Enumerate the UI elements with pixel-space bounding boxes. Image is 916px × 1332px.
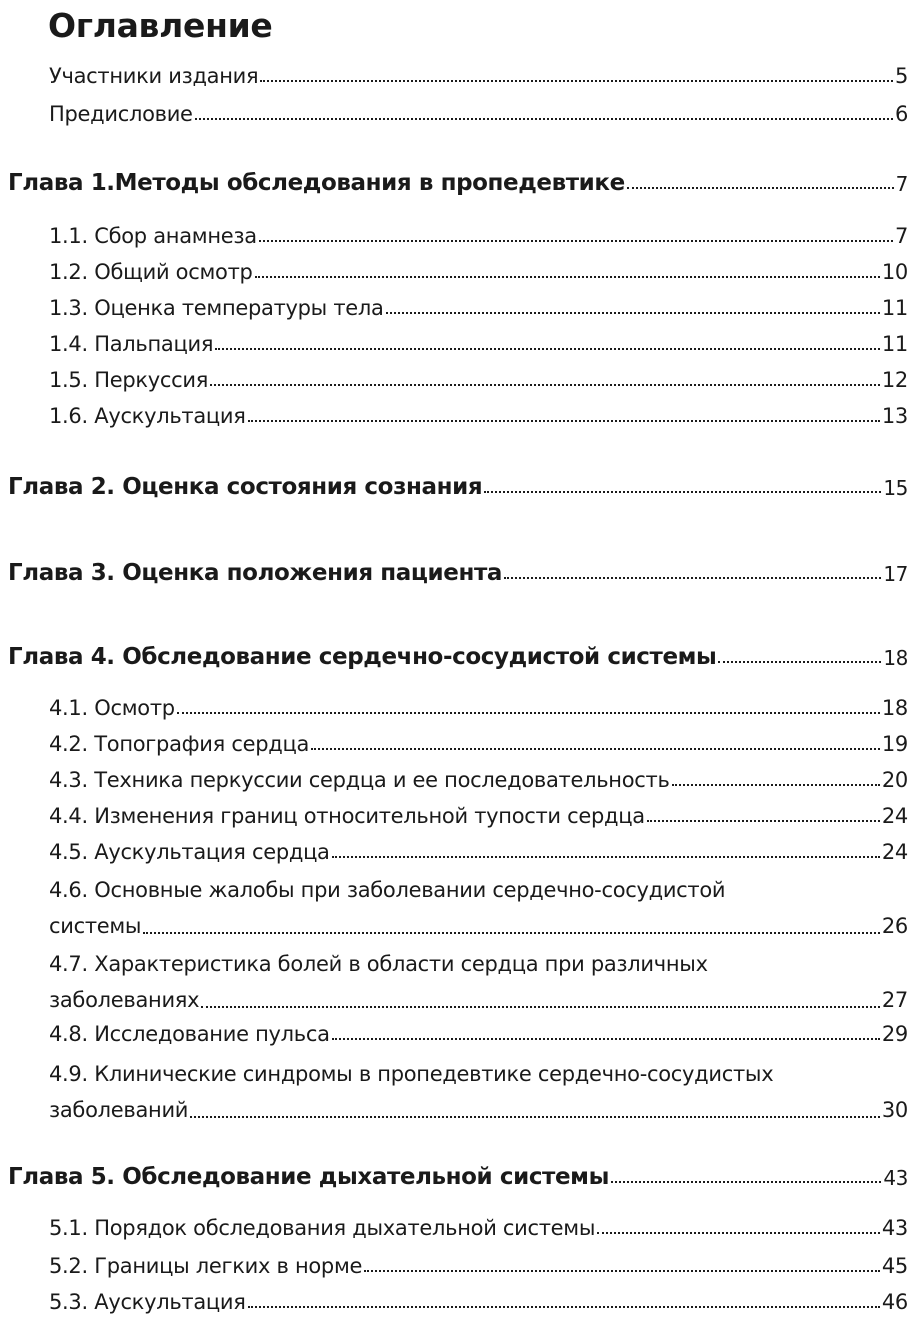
toc-entry-label-line2: заболеваниях xyxy=(49,988,200,1012)
toc-chapter-label: Глава 2. Оценка состояния сознания xyxy=(8,474,483,500)
toc-chapter[interactable] xyxy=(8,1164,908,1190)
toc-entry-wrapped[interactable] xyxy=(49,946,908,1018)
toc-entry-label: 5.2. Границы легких в норме xyxy=(49,1254,363,1278)
toc-entry-page: 11 xyxy=(881,296,908,320)
toc-chapter-page: 7 xyxy=(895,172,908,196)
toc-entry-page: 10 xyxy=(881,260,908,284)
toc-entry-label: 4.8. Исследование пульса xyxy=(49,1022,330,1046)
toc-entry[interactable] xyxy=(49,1290,908,1314)
toc-entry-label: 1.4. Пальпация xyxy=(49,332,214,356)
toc-entry-page: 24 xyxy=(881,804,908,828)
toc-entry-page: 30 xyxy=(881,1098,908,1122)
toc-entry-page: 43 xyxy=(881,1216,908,1240)
toc-entry[interactable] xyxy=(49,804,908,828)
leader-dots xyxy=(210,384,880,386)
leader-dots xyxy=(627,187,894,189)
toc-entry-label: Предисловие xyxy=(49,102,193,126)
toc-entry-page: 27 xyxy=(881,988,908,1012)
toc-entry-page: 18 xyxy=(881,696,908,720)
leader-dots xyxy=(611,1181,881,1183)
toc-entry-page: 26 xyxy=(881,914,908,938)
toc-entry[interactable] xyxy=(49,260,908,284)
toc-entry[interactable] xyxy=(49,768,908,792)
leader-dots xyxy=(260,80,893,82)
toc-entry-page: 45 xyxy=(881,1254,908,1278)
toc-entry-label: 4.1. Осмотр xyxy=(49,696,175,720)
toc-entry-label-line2: заболеваний xyxy=(49,1098,189,1122)
toc-entry-label: 4.4. Изменения границ относительной тупости сердца xyxy=(49,804,645,828)
leader-dots xyxy=(177,712,880,714)
toc-entry-page: 20 xyxy=(881,768,908,792)
leader-dots xyxy=(259,240,893,242)
toc-chapter-label: Глава 3. Оценка положения пациента xyxy=(8,560,503,586)
leader-dots xyxy=(672,784,880,786)
leader-dots xyxy=(201,1006,880,1008)
leader-dots xyxy=(215,348,880,350)
toc-chapter-label: Глава 4. Обследование сердечно-сосудистой системы xyxy=(8,644,717,670)
toc-entry-label: 1.5. Перкуссия xyxy=(49,368,209,392)
toc-entry-page: 19 xyxy=(881,732,908,756)
leader-dots xyxy=(190,1116,880,1118)
toc-entry-page: 6 xyxy=(894,102,908,126)
leader-dots xyxy=(248,1306,880,1308)
leader-dots xyxy=(647,820,880,822)
toc-chapter[interactable] xyxy=(8,170,908,196)
page-title: Оглавление xyxy=(48,6,273,45)
toc-entry-page: 12 xyxy=(881,368,908,392)
toc-entry[interactable] xyxy=(49,1022,908,1046)
leader-dots xyxy=(718,661,881,663)
toc-entry-wrapped[interactable] xyxy=(49,872,908,944)
toc-entry[interactable] xyxy=(49,296,908,320)
toc-chapter-page: 15 xyxy=(883,476,908,500)
toc-entry[interactable] xyxy=(49,404,908,428)
toc-entry-label: 4.5. Аускультация сердца xyxy=(49,840,330,864)
leader-dots xyxy=(364,1270,880,1272)
toc-entry-page: 46 xyxy=(881,1290,908,1314)
toc-entry-page: 13 xyxy=(881,404,908,428)
toc-entry-page: 29 xyxy=(881,1022,908,1046)
leader-dots xyxy=(484,491,881,493)
toc-entry[interactable] xyxy=(49,732,908,756)
toc-chapter[interactable] xyxy=(8,474,908,500)
toc-entry[interactable] xyxy=(49,224,908,248)
toc-entry-label-line2: системы xyxy=(49,914,142,938)
leader-dots xyxy=(332,1038,880,1040)
toc-entry-page: 24 xyxy=(881,840,908,864)
toc-entry-label: 1.6. Аускультация xyxy=(49,404,246,428)
toc-chapter-page: 17 xyxy=(883,562,908,586)
toc-entry-label: 5.1. Порядок обследования дыхательной системы xyxy=(49,1216,596,1240)
toc-chapter-label: Глава 1.Методы обследования в пропедевтике xyxy=(8,170,625,196)
toc-entry-page: 11 xyxy=(881,332,908,356)
toc-entry-page: 5 xyxy=(894,64,908,88)
toc-entry-page: 7 xyxy=(894,224,908,248)
toc-entry-label: 4.2. Топография сердца xyxy=(49,732,310,756)
toc-entry[interactable] xyxy=(49,102,908,126)
toc-entry-label: 1.2. Общий осмотр xyxy=(49,260,253,284)
leader-dots xyxy=(195,118,893,120)
toc-entry-label-line1: 4.9. Клинические синдромы в пропедевтике сердечно-сосудистых xyxy=(49,1062,774,1086)
toc-entry[interactable] xyxy=(49,1216,908,1240)
toc-chapter-page: 18 xyxy=(883,646,908,670)
toc-entry-wrapped[interactable] xyxy=(49,1056,908,1128)
toc-entry-label-line1: 4.7. Характеристика болей в области сердца при различных xyxy=(49,952,708,976)
leader-dots xyxy=(504,577,881,579)
toc-entry[interactable] xyxy=(49,368,908,392)
toc-entry-label: 5.3. Аускультация xyxy=(49,1290,246,1314)
leader-dots xyxy=(311,748,880,750)
toc-chapter-label: Глава 5. Обследование дыхательной системы xyxy=(8,1164,609,1190)
toc-entry-label: Участники издания xyxy=(49,64,259,88)
leader-dots xyxy=(386,312,880,314)
toc-chapter-page: 43 xyxy=(883,1166,908,1190)
toc-entry[interactable] xyxy=(49,64,908,88)
leader-dots xyxy=(248,420,880,422)
toc-entry[interactable] xyxy=(49,696,908,720)
leader-dots xyxy=(255,276,880,278)
leader-dots xyxy=(332,856,880,858)
toc-entry-label: 1.3. Оценка температуры тела xyxy=(49,296,384,320)
leader-dots xyxy=(597,1232,880,1234)
toc-entry-label-line1: 4.6. Основные жалобы при заболевании сердечно-сосудистой xyxy=(49,878,726,902)
leader-dots xyxy=(143,932,880,934)
toc-chapter[interactable] xyxy=(8,560,908,586)
toc-entry-label: 4.3. Техника перкуссии сердца и ее последовательность xyxy=(49,768,670,792)
toc-chapter[interactable] xyxy=(8,644,908,670)
toc-entry[interactable] xyxy=(49,332,908,356)
toc-entry-label: 1.1. Сбор анамнеза xyxy=(49,224,257,248)
toc-entry[interactable] xyxy=(49,1254,908,1278)
toc-entry[interactable] xyxy=(49,840,908,864)
